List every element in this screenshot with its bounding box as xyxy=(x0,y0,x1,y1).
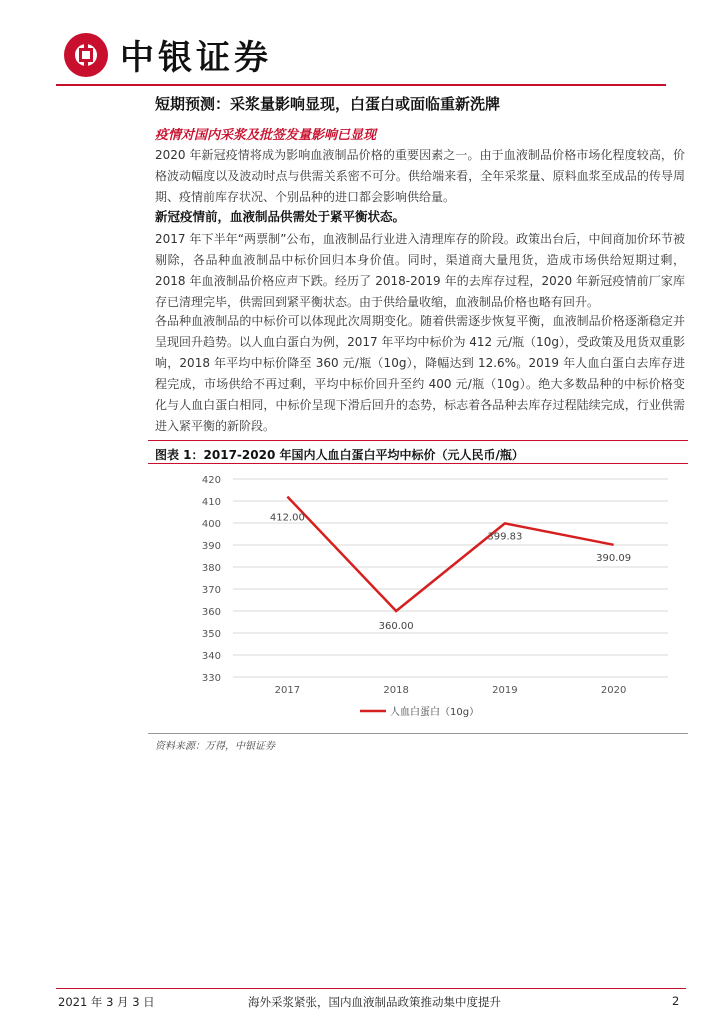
figure-source: 资料来源：万得，中银证券 xyxy=(155,741,275,752)
data-label: 399.83 xyxy=(487,531,523,543)
data-label: 390.09 xyxy=(596,552,632,564)
y-tick-label: 370 xyxy=(201,585,221,596)
data-label: 360.00 xyxy=(378,621,414,632)
y-axis-ticks xyxy=(202,475,221,684)
y-tick-label: 330 xyxy=(201,673,221,684)
y-tick-label: 390 xyxy=(201,541,221,552)
page-number: 2 xyxy=(672,994,680,1008)
x-tick-label: 2020 xyxy=(600,685,627,696)
data-labels xyxy=(270,513,631,632)
section-heading: 短期预测：采浆量影响显现，白蛋白或面临重新洗牌 xyxy=(155,95,501,113)
section-subheading: 疫情对国内采浆及批签发量影响已显现 xyxy=(155,128,377,143)
logo-text: 中银证券 xyxy=(120,38,272,78)
y-tick-label: 400 xyxy=(201,519,221,530)
line-chart xyxy=(148,467,688,732)
y-tick-label: 350 xyxy=(201,629,221,640)
x-tick-label: 2017 xyxy=(274,685,301,696)
x-axis-ticks xyxy=(275,685,627,696)
paragraph-3: 各品种血液制品的中标价可以体现此次周期变化。随着供需逐步恢复平衡，血液制品价格逐渐稳定并呈现回升趋势。以人血白蛋白为例，2017 年平均中标价为 412 元/瓶（10g），受政策及甩货双重影响，2018 年平均中标价降至 360 元/瓶（10g），降幅达到 12.6%。2019 年人血白蛋白去库存进程完成，市场供给不再过剩，平均中标价回升至约 400 元/瓶（10g）。绝大多数品种的中标价格变化与人血白蛋白相同，中标价呈现下滑后回升的态势，标志着各品种去库存过程陆续完成，行业供需进入紧平衡的新阶段。 xyxy=(155,314,685,433)
y-tick-label: 340 xyxy=(201,651,221,662)
bank-logo-icon xyxy=(64,33,108,77)
x-tick-label: 2018 xyxy=(383,685,409,696)
paragraph-2: 2017 年下半年“两票制”公布，血液制品行业进入清理库存的阶段。政策出台后，中间商加价环节被剔除，各品种血液制品中标价回归本身价值。同时，渠道商大量甩货，造成市场供给短期过剩，2018 年血液制品价格应声下跌。经历了 2018-2019 年的去库存过程，2020 年新冠疫情前厂家库存已清理完毕，供需回到紧平衡状态。由于供给量收缩，血液制品价格也略有回升。 xyxy=(155,232,685,309)
figure-bottom-rule xyxy=(148,733,688,734)
header-divider xyxy=(56,84,666,86)
series-layer xyxy=(287,497,613,612)
figure-title: 图表 1：2017-2020 年国内人血白蛋白平均中标价（元人民币/瓶） xyxy=(155,448,524,462)
company-logo xyxy=(64,30,272,79)
legend-label: 人血白蛋白（10g） xyxy=(390,707,480,718)
figure-top-rule xyxy=(148,440,688,441)
y-tick-label: 360 xyxy=(201,607,221,618)
x-tick-label: 2019 xyxy=(492,685,518,696)
y-tick-label: 410 xyxy=(201,497,221,508)
footer-date: 2021 年 3 月 3 日 xyxy=(58,995,155,1009)
bold-heading: 新冠疫情前，血液制品供需处于紧平衡状态。 xyxy=(155,209,406,224)
data-label: 412.00 xyxy=(269,512,305,524)
footer-title: 海外采浆紧张，国内血液制品政策推动集中度提升 xyxy=(248,995,501,1009)
y-tick-label: 420 xyxy=(201,475,221,486)
figure-title-rule xyxy=(148,463,688,464)
paragraph-1: 2020 年新冠疫情将成为影响血液制品价格的重要因素之一。由于血液制品价格市场化程度较高，价格波动幅度以及波动时点与供需关系密不可分。供给端来看，全年采浆量、原料血浆至成品的传导周期、疫情前库存状况、个别品种的进口都会影响供给量。 xyxy=(155,148,685,204)
series-line xyxy=(287,497,613,611)
footer-divider xyxy=(56,988,686,989)
y-tick-label: 380 xyxy=(201,563,221,574)
legend xyxy=(360,705,479,718)
